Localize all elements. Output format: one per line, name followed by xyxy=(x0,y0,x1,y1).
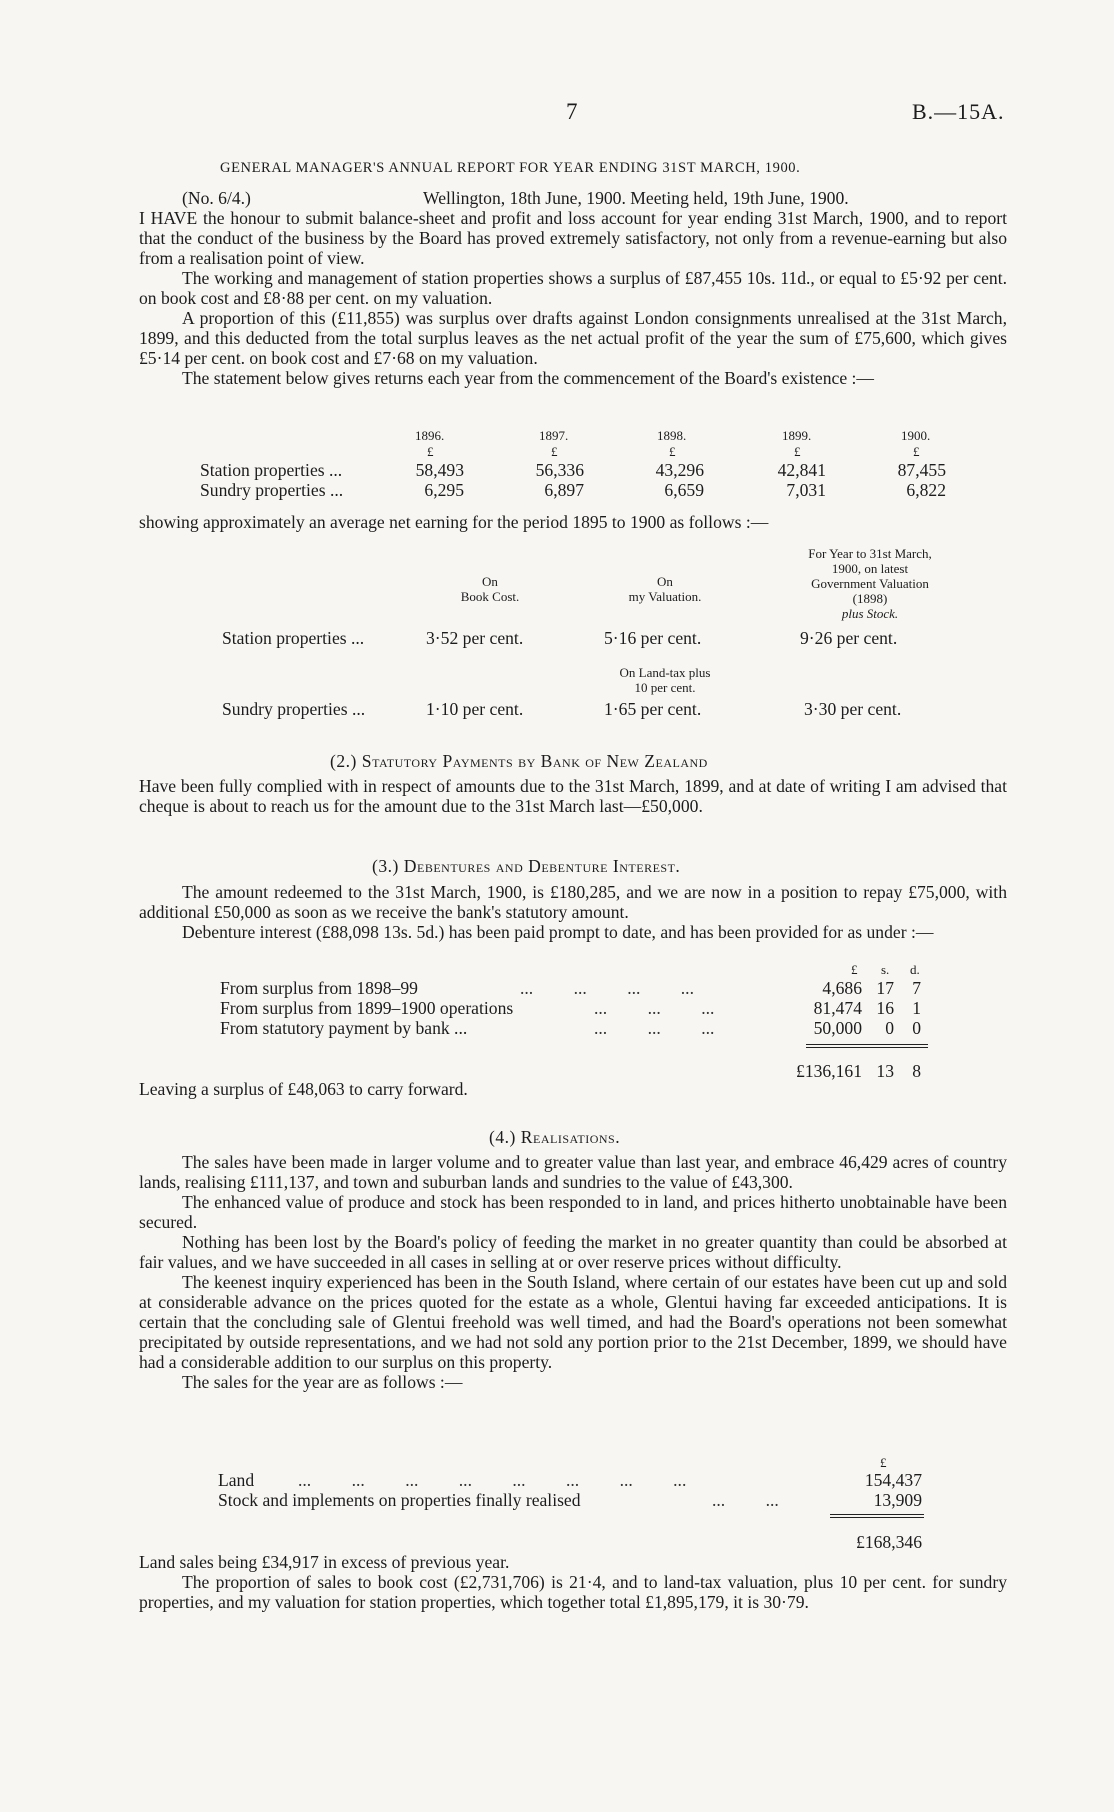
proportion-note: The proportion of sales to book cost (£2,731,706) is 21·4, and to land-tax valuation, plus 10 per cent. for sundry properties, and my valuation for station properties, which together total £1,895,179, it is 30·79. xyxy=(139,1572,1007,1612)
letter-number: (No. 6/4.) xyxy=(182,188,251,208)
returns-cell: 6,659 xyxy=(664,480,704,500)
debenture-pounds: 50,000 xyxy=(813,1018,862,1038)
debenture-total-pence: 8 xyxy=(912,1061,921,1081)
earning-cell: 1·10 per cent. xyxy=(426,699,524,719)
returns-row-label: Station properties ... xyxy=(200,460,343,480)
returns-cell: 6,822 xyxy=(906,480,946,500)
section-4-paragraph-4: The keenest inquiry experienced has been in the South Island, where certain of our estates have been cut up and sold at considerable advance on the prices quoted for the estate as a whole, Glentui having far exceeded anticipations. It is certain that the concluding sale of Glentui freehold was well timed, and had the Board's operations not been somewhat precipitated by outside representations, and we had not sold any portion prior to the 21st December, 1899, we should have had a considerable addition to our surplus on this property. xyxy=(139,1272,1007,1372)
total-rule xyxy=(830,1517,924,1518)
col-header-valuation: On my Valuation. xyxy=(628,574,702,604)
earning-cell: 3·52 per cent. xyxy=(426,628,524,648)
year-1899: 1899. xyxy=(782,428,812,443)
sales-row-label: Stock and implements on properties finally realised xyxy=(218,1490,581,1510)
debenture-pounds: 4,686 xyxy=(822,978,862,998)
debenture-row-label: From surplus from 1899–1900 operations xyxy=(220,998,514,1018)
year-1896: 1896. xyxy=(415,428,445,443)
unit-1900: £ xyxy=(913,444,920,459)
total-rule xyxy=(806,1044,928,1045)
sales-row-label: Land xyxy=(218,1470,255,1490)
section-4-closing xyxy=(139,1552,1007,1612)
debenture-pence: 1 xyxy=(912,998,921,1018)
section-4-paragraph-3: Nothing has been lost by the Board's policy of feeding the market in no greater quantity than could be absorbed at fair values, and we have succeeded in all cases in selling at or over reserve prices without difficulty. xyxy=(139,1232,1007,1272)
debenture-total-shillings: 13 xyxy=(876,1061,894,1081)
unit-1899: £ xyxy=(794,444,801,459)
year-1897: 1897. xyxy=(539,428,569,443)
earning-cell: 1·65 per cent. xyxy=(604,699,702,719)
returns-cell: 6,295 xyxy=(424,480,464,500)
sales-total: £168,346 xyxy=(856,1532,922,1552)
total-rule xyxy=(806,1047,928,1048)
report-title: GENERAL MANAGER'S ANNUAL REPORT FOR YEAR ENDING 31ST MARCH, 1900. xyxy=(220,160,801,176)
col-pounds: £ xyxy=(851,962,858,977)
section-4-body xyxy=(139,1152,1007,1392)
earning-intro: showing approximately an average net earning for the period 1895 to 1900 as follows :— xyxy=(139,512,769,532)
document-ref: B.—15A. xyxy=(912,99,1005,124)
returns-cell: 6,897 xyxy=(544,480,584,500)
land-sales-note: Land sales being £34,917 in excess of previous year. xyxy=(139,1552,510,1572)
debenture-shillings: 17 xyxy=(876,978,894,998)
section-2-body xyxy=(139,776,1007,816)
intro-paragraphs xyxy=(139,208,1007,388)
unit-1896: £ xyxy=(427,444,434,459)
debenture-pounds: 81,474 xyxy=(813,998,862,1018)
debenture-row-label: From statutory payment by bank ... xyxy=(220,1018,468,1038)
sundry-note: On Land-tax plus 10 per cent. xyxy=(619,665,711,695)
debenture-pence: 0 xyxy=(912,1018,921,1038)
section-4-paragraph-2: The enhanced value of produce and stock has been responded to in land, and prices hitherto unobtainable have been secured. xyxy=(139,1192,1007,1232)
page-number: 7 xyxy=(566,99,578,124)
debenture-shillings: 16 xyxy=(876,998,894,1018)
returns-cell: 43,296 xyxy=(655,460,704,480)
section-3-paragraph-1: The amount redeemed to the 31st March, 1900, is £180,285, and we are now in a position to repay £75,000, with additional £50,000 as soon as we receive the bank's statutory amount. xyxy=(139,882,1007,922)
col-header-govt: For Year to 31st March, 1900, on latest Government Valuation (1898) plus Stock. xyxy=(808,546,932,621)
leader-dots: ... ... ... ... xyxy=(520,978,694,998)
returns-cell: 87,455 xyxy=(897,460,946,480)
sales-unit: £ xyxy=(880,1455,887,1470)
debenture-row-label: From surplus from 1898–99 xyxy=(220,978,418,998)
earning-row-label: Station properties ... xyxy=(222,628,365,648)
sales-value: 13,909 xyxy=(873,1490,922,1510)
col-header-book: On Book Cost. xyxy=(460,574,520,604)
surplus-note: Leaving a surplus of £48,063 to carry forward. xyxy=(139,1079,468,1099)
intro-paragraph-3: A proportion of this (£11,855) was surplus over drafts against London consignments unrealised at the 31st March, 1899, and this deducted from the total surplus leaves as the net actual profit of the year the sum of £75,600, which gives £5·14 per cent. on book cost and £7·68 on my valuation. xyxy=(139,308,1007,368)
col-shillings: s. xyxy=(881,962,890,977)
intro-paragraph-4: The statement below gives returns each year from the commencement of the Board's existence :— xyxy=(182,368,875,388)
returns-cell: 7,031 xyxy=(786,480,826,500)
intro-paragraph-2: The working and management of station properties shows a surplus of £87,455 10s. 11d., or equal to £5·92 per cent. on book cost and £8·88 per cent. on my valuation. xyxy=(139,268,1007,308)
section-2-heading: (2.) Statutory Payments by Bank of New Zealand xyxy=(330,751,708,771)
returns-cell: 56,336 xyxy=(535,460,584,480)
unit-1898: £ xyxy=(669,444,676,459)
section-3-body xyxy=(139,882,1007,942)
leader-dots: ... ... ... ... ... ... ... ... xyxy=(298,1470,687,1490)
returns-cell: 42,841 xyxy=(777,460,826,480)
section-4-paragraph-1: The sales have been made in larger volume and to greater value than last year, and embrace 46,429 acres of country lands, realising £111,137, and town and suburban lands and sundries to the value of £43,300. xyxy=(139,1152,1007,1192)
earning-cell: 9·26 per cent. xyxy=(800,628,898,648)
place-date: Wellington, 18th June, 1900. Meeting held, 19th June, 1900. xyxy=(423,188,849,208)
returns-cell: 58,493 xyxy=(415,460,464,480)
section-2-text: Have been fully complied with in respect of amounts due to the 31st March, 1899, and at date of writing I am advised that cheque is about to reach us for the amount due to the 31st March last—£50,000. xyxy=(139,776,1007,816)
year-1898: 1898. xyxy=(657,428,687,443)
total-rule xyxy=(830,1514,924,1515)
returns-row-label: Sundry properties ... xyxy=(200,480,344,500)
leader-dots: ... ... ... xyxy=(594,998,715,1018)
leader-dots: ... ... xyxy=(712,1490,779,1510)
debenture-shillings: 0 xyxy=(885,1018,894,1038)
col-pence: d. xyxy=(910,962,920,977)
earning-row-label: Sundry properties ... xyxy=(222,699,366,719)
year-1900: 1900. xyxy=(901,428,931,443)
earning-cell: 3·30 per cent. xyxy=(804,699,902,719)
earning-cell: 5·16 per cent. xyxy=(604,628,702,648)
section-4-heading: (4.) Realisations. xyxy=(489,1127,621,1147)
intro-paragraph-1: I HAVE the honour to submit balance-sheet and profit and loss account for year ending 31st March, 1900, and to report that the conduct of the business by the Board has proved extremely satisfactory, not only from a revenue-earning but also from a realisation point of view. xyxy=(139,208,1007,268)
section-4-paragraph-5: The sales for the year are as follows :— xyxy=(182,1372,463,1392)
leader-dots: ... ... ... xyxy=(594,1018,715,1038)
section-3-heading: (3.) Debentures and Debenture Interest. xyxy=(372,856,681,876)
debenture-total-pounds: £136,161 xyxy=(796,1061,862,1081)
section-3-paragraph-2: Debenture interest (£88,098 13s. 5d.) has been paid prompt to date, and has been provided for as under :— xyxy=(182,922,934,942)
debenture-pence: 7 xyxy=(912,978,921,998)
sales-value: 154,437 xyxy=(864,1470,922,1490)
unit-1897: £ xyxy=(551,444,558,459)
